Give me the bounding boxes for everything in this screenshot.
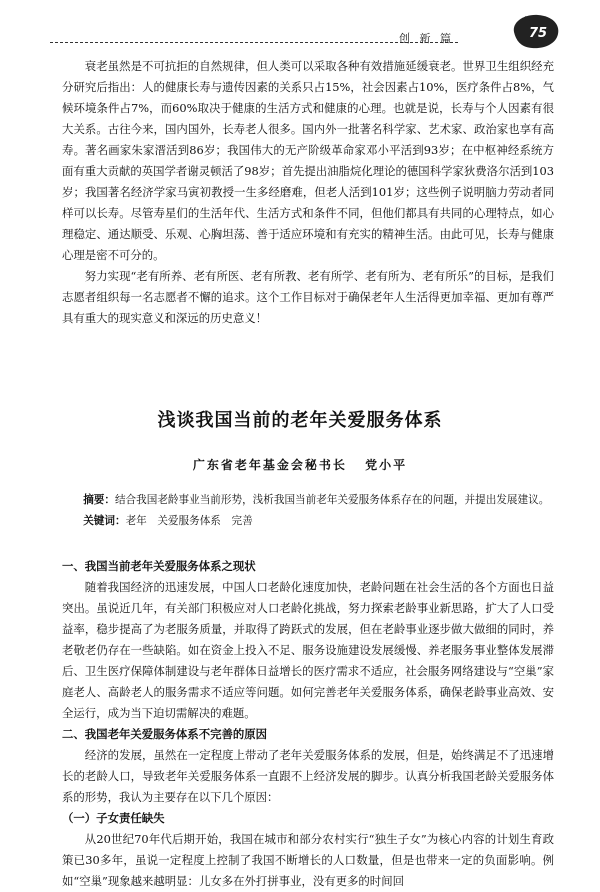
paragraph: 随着我国经济的迅速发展，中国人口老龄化速度加快，老龄问题在社会生活的各个方面也日益突出。虽说近几年，有关部门积极应对人口老龄化挑战，努力探索老龄事业新思路，扩大了人口受益率，稳步提高了为老服务质量，并取得了跨跃式的发展，但在老龄事业逐步做大做细的同时，养老敬老仍存在一些缺陷。如在资金上投入不足、服务设施建设发展缓慢、养老服务事业整体发展滞后、卫生医疗保障体制建设与老年群体日益增长的医疗需求不适应，社会服务网络建设与“空巢”家庭老人、高龄老人的服务需求不适应等问题。如何完善老年关爱服务体系，确保老龄事业高效、安全运行，成为当下迫切需解决的难题。 bbox=[62, 580, 554, 720]
abstract-text: 结合我国老龄事业当前形势，浅析我国当前老年关爱服务体系存在的问题，并提出发展建议。 bbox=[114, 494, 550, 506]
keywords-label: 关键词： bbox=[83, 515, 126, 527]
subsection-heading: （一）子女责任缺失 bbox=[62, 811, 165, 825]
abstract-label: 摘要： bbox=[83, 494, 115, 506]
paragraph: 经济的发展，虽然在一定程度上带动了老年关爱服务体系的发展，但是，始终满足不了迅速增长的老龄人口，导致老年关爱服务体系一直跟不上经济发展的脚步。认真分析我国老龄关爱服务体系的形势，我认为主要存在以下几个原因： bbox=[62, 748, 554, 804]
paragraph: 衰老虽然是不可抗拒的自然规律，但人类可以采取各种有效措施延缓衰老。世界卫生组织经充分研究后指出：人的健康长寿与遗传因素的关系只占15%，社会因素占10%，医疗条件占8%，气候环境条件占7%，而60%取决于健康的生活方式和健康的心理。也就是说，长寿与个人因素有很大关系。古往今来，国内国外，长寿老人很多。国内外一批著名科学家、艺术家、政治家也享有高寿。著名画家朱家溍活到86岁；我国伟大的无产阶级革命家邓小平活到93岁；在中枢神经系统方面有重大贡献的英国学者谢灵顿活了98岁；首先提出油脂烷化理论的德国科学家狄费洛尔活到103岁；我国著名经济学家马寅初教授一生多经磨难，但老人活到101岁；这些例子说明脑力劳动者同样可以长寿。尽管寿星们的生活年代、生活方式和条件不同，但他们都具有共同的心理特点，如心理稳定、通达顺受、乐观、心胸坦荡、善于适应环境和有充实的精神生活。由此可见，长寿与健康心理是密不可分的。 bbox=[62, 59, 554, 262]
paragraph: 努力实现“老有所养、老有所医、老有所教、老有所学、老有所为、老有所乐”的目标，是我们志愿者组织每一名志愿者不懈的追求。这个工作目标对于确保老年人生活得更加幸福、更加有尊严具有重大的现实意义和深远的历史意义！ bbox=[62, 269, 554, 325]
keywords bbox=[62, 511, 554, 532]
section-heading: 二、我国老年关爱服务体系不完善的原因 bbox=[62, 727, 268, 741]
intro-text-block bbox=[62, 56, 554, 329]
paragraph: 从20世纪70年代后期开始，我国在城市和部分农村实行“独生子女”为核心内容的计划生育政策已30多年，虽说一定程度上控制了我国不断增长的人口数量，但是也带来一定的负面影响。例如“空巢”现象越来越明显：儿女多在外打拼事业，没有更多的时间回 bbox=[62, 832, 554, 888]
page-number: 75 bbox=[528, 26, 548, 41]
abstract bbox=[62, 490, 554, 511]
author-organization: 广东省老年基金会秘书长 bbox=[192, 458, 347, 472]
section-heading: 一、我国当前老年关爱服务体系之现状 bbox=[62, 559, 256, 573]
running-header bbox=[50, 30, 550, 50]
article-body bbox=[62, 556, 554, 892]
header-rule bbox=[50, 42, 458, 43]
abstract-block bbox=[62, 490, 554, 532]
page-number-badge bbox=[510, 12, 562, 50]
section-label: 创 新 篇 bbox=[399, 32, 454, 45]
author-name: 党小平 bbox=[365, 458, 408, 472]
author-line bbox=[0, 456, 600, 473]
article-title: 浅谈我国当前的老年关爱服务体系 bbox=[157, 410, 443, 431]
keywords-text: 老年 关爱服务体系 完善 bbox=[125, 515, 253, 527]
